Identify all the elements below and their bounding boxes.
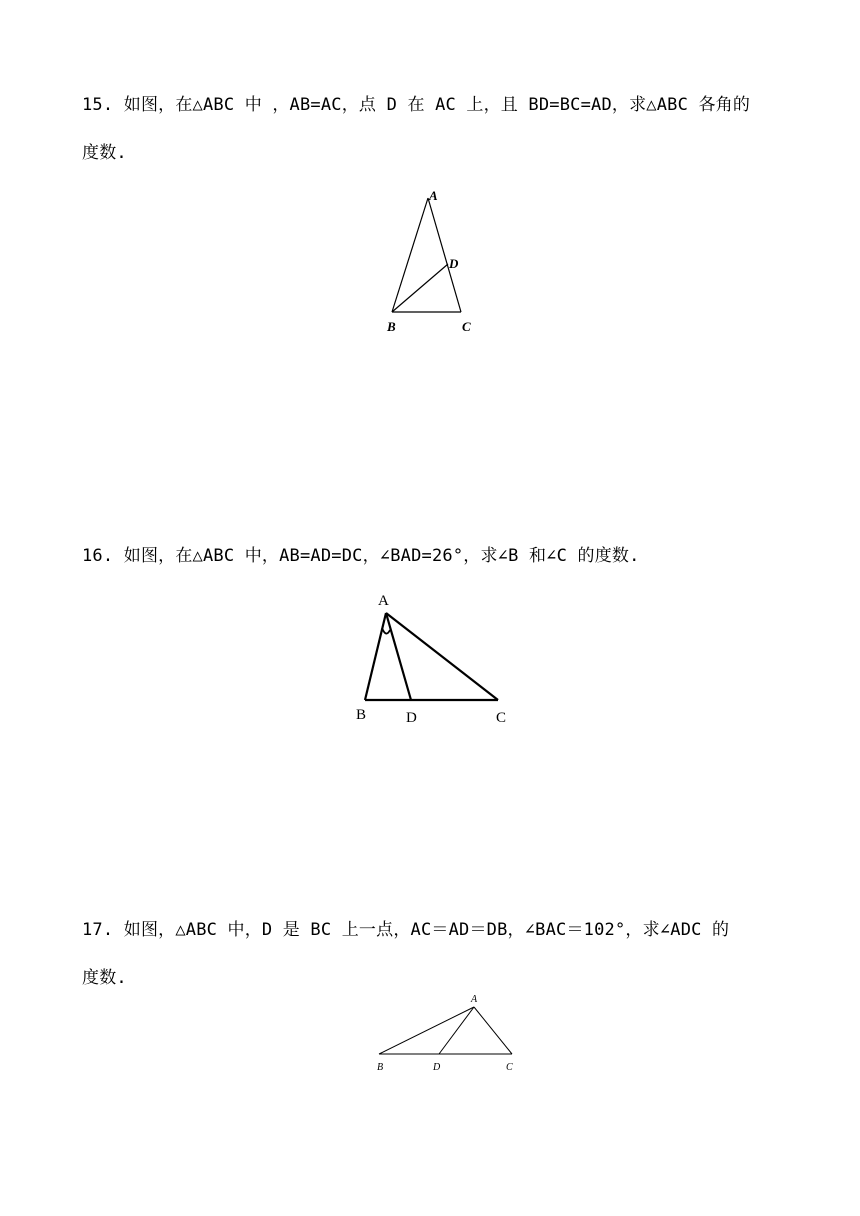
- segment-ac: [386, 613, 498, 700]
- triangle-abc-figure-16: [350, 588, 520, 728]
- label-d: D: [433, 1062, 441, 1073]
- label-a: A: [429, 188, 438, 203]
- question-15-body: 如图，在△ABC 中 ，AB=AC，点 D 在 AC 上，且 BD=BC=AD，求△ABC 各角的: [123, 95, 751, 115]
- question-15-number: 15.: [82, 95, 114, 115]
- label-b: B: [377, 1062, 384, 1073]
- question-16-text: [82, 532, 782, 580]
- question-15-line-2: 度数.: [82, 143, 127, 163]
- segment-ad: [386, 613, 411, 700]
- angle-bad-marker: [382, 628, 390, 634]
- question-15-figure: [380, 185, 480, 335]
- segment-ab: [379, 1007, 474, 1054]
- segment-ac: [428, 198, 461, 312]
- question-17-text: [82, 906, 782, 1002]
- label-d: D: [449, 256, 459, 271]
- label-c: C: [496, 710, 507, 726]
- triangle-abc-figure-15: [380, 185, 480, 335]
- label-b: B: [356, 707, 367, 723]
- question-16-number: 16.: [82, 546, 114, 566]
- segment-ab: [365, 613, 386, 700]
- question-17-number: 17.: [82, 920, 114, 940]
- label-a: A: [471, 994, 478, 1005]
- question-17-line-1: [82, 906, 782, 954]
- label-c: C: [506, 1062, 513, 1073]
- segment-bd: [392, 264, 448, 312]
- label-d: D: [406, 710, 417, 726]
- question-15-line-1: [82, 81, 782, 129]
- segment-ad: [439, 1007, 474, 1054]
- label-c: C: [462, 319, 471, 334]
- question-17-body: 如图，△ABC 中，D 是 BC 上一点，AC＝AD＝DB，∠BAC＝102°，求∠ADC 的: [123, 920, 730, 940]
- label-b: B: [387, 319, 396, 334]
- question-15-text: [82, 81, 782, 177]
- question-17-line-2: 度数.: [82, 968, 127, 988]
- question-16-figure: [350, 588, 520, 728]
- question-17-figure: [370, 990, 530, 1075]
- question-16-body: 如图，在△ABC 中，AB=AD=DC，∠BAD=26°，求∠B 和∠C 的度数.: [123, 546, 640, 566]
- label-a: A: [378, 593, 389, 609]
- question-16-line-1: [82, 532, 782, 580]
- triangle-abc-figure-17: [370, 990, 530, 1075]
- segment-ab: [392, 198, 428, 312]
- segment-ac: [474, 1007, 512, 1054]
